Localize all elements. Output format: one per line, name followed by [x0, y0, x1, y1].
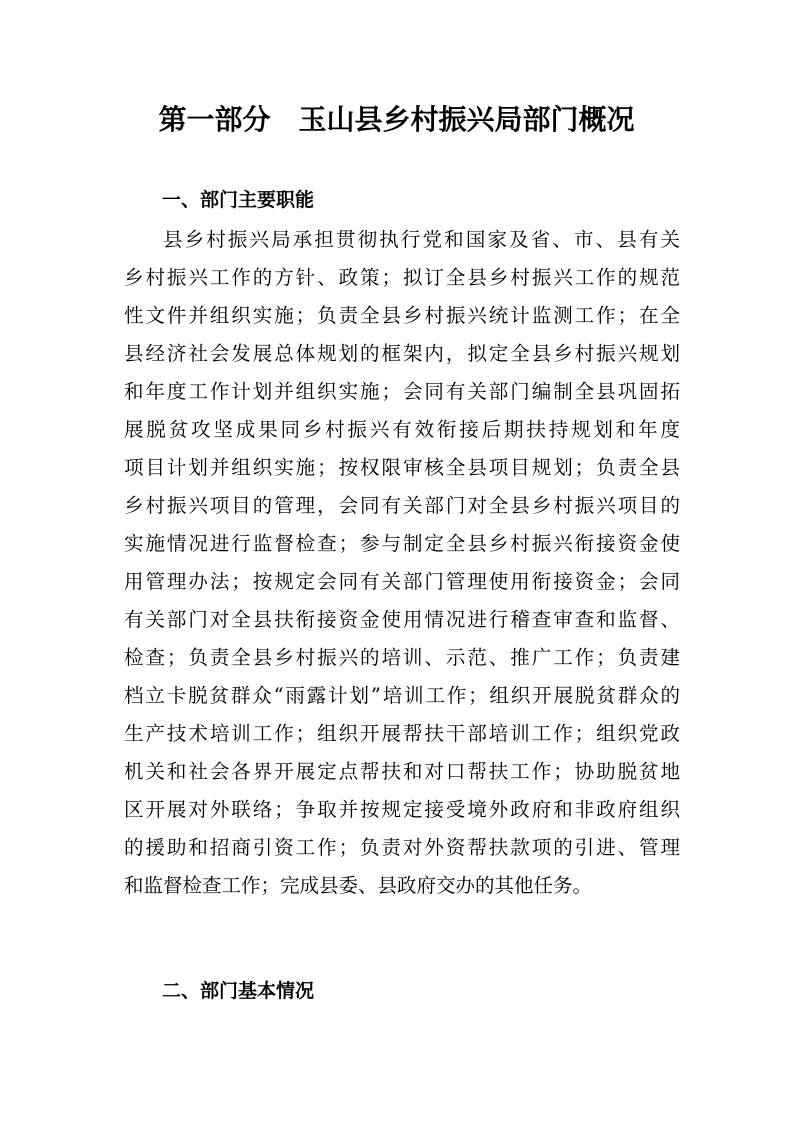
paragraph-line: 实施情况进行监督检查；参与制定全县乡村振兴衔接资金使: [124, 532, 680, 555]
paragraph-line: 项目计划并组织实施；按权限审核全县项目规划；负责全县: [124, 456, 680, 479]
paragraph-line: 用管理办法；按规定会同有关部门管理使用衔接资金；会同: [124, 570, 680, 593]
paragraph-line: 档立卡脱贫群众“雨露计划”培训工作；组织开展脱贫群众的: [124, 684, 680, 707]
paragraph-line: 县经济社会发展总体规划的框架内，拟定全县乡村振兴规划: [124, 342, 680, 365]
paragraph-line: 有关部门对全县扶衔接资金使用情况进行稽查审查和监督、: [124, 608, 680, 631]
paragraph-line: 机关和社会各界开展定点帮扶和对口帮扶工作；协助脱贫地: [124, 760, 680, 783]
page-title: 第一部分 玉山县乡村振兴局部门概况: [158, 103, 635, 136]
section-heading-functions: 一、部门主要职能: [162, 189, 315, 211]
paragraph-line: 性文件并组织实施；负责全县乡村振兴统计监测工作；在全: [124, 304, 680, 327]
paragraph-line: 和年度工作计划并组织实施；会同有关部门编制全县巩固拓: [124, 380, 680, 403]
paragraph-line: 区开展对外联络；争取并按规定接受境外政府和非政府组织: [124, 798, 680, 821]
paragraph-line: 的援助和招商引资工作；负责对外资帮扶款项的引进、管理: [124, 836, 680, 859]
functions-paragraph: [124, 221, 680, 905]
section-heading-basic-info: 二、部门基本情况: [162, 980, 315, 1002]
paragraph-line: 检查；负责全县乡村振兴的培训、示范、推广工作；负责建: [124, 646, 680, 669]
paragraph-line: 和监督检查工作；完成县委、县政府交办的其他任务。: [124, 874, 593, 897]
paragraph-line: 县乡村振兴局承担贯彻执行党和国家及省、市、县有关: [163, 228, 680, 251]
paragraph-line: 生产技术培训工作；组织开展帮扶干部培训工作；组织党政: [124, 722, 680, 745]
paragraph-line: 展脱贫攻坚成果同乡村振兴有效衔接后期扶持规划和年度: [124, 418, 680, 441]
paragraph-line: 乡村振兴工作的方针、政策；拟订全县乡村振兴工作的规范: [124, 266, 680, 289]
paragraph-line: 乡村振兴项目的管理，会同有关部门对全县乡村振兴项目的: [124, 494, 680, 517]
